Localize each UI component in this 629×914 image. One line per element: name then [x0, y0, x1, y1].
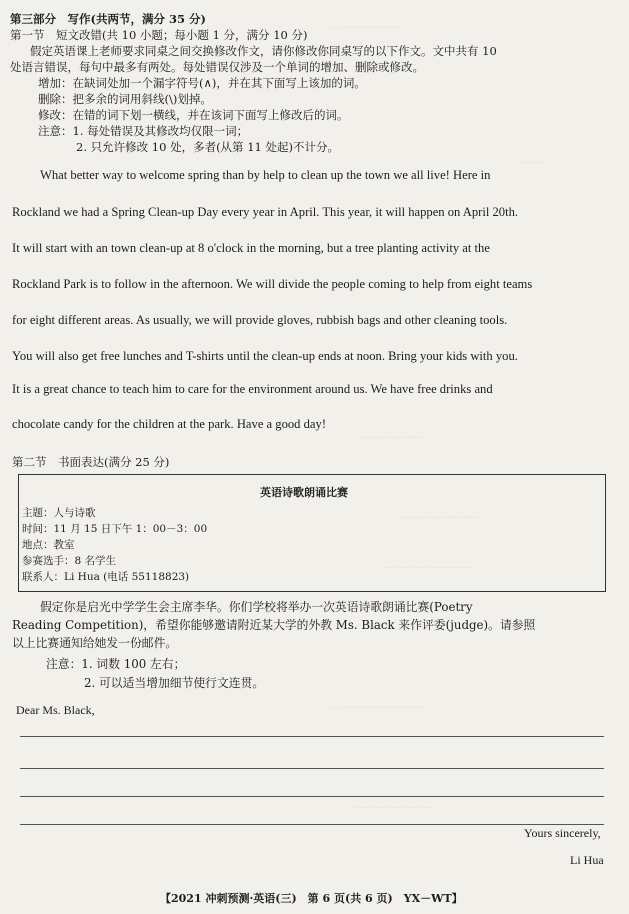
writing-line[interactable] [20, 824, 604, 825]
prompt-line-2: Reading Competition)，希望你能够邀请附近某大学的外教 Ms. Black 来作评委(judge)。请参照 [12, 618, 536, 632]
writing-line[interactable] [20, 768, 604, 769]
note-2: 2. 只允许修改 10 处，多者(从第 11 处起)不计分。 [76, 140, 339, 154]
passage-line-6: You will also get free lunches and T-shirts until the clean-up ends at noon. Bring your kids with you. [12, 349, 518, 363]
passage-line-2: Rockland we had a Spring Clean-up Day every year in April. This year, it will happen on April 20th. [12, 205, 519, 219]
notice-place: 地点：教室 [22, 539, 75, 551]
passage-line-3: It will start with an town clean-up at 8 o'clock in the morning, but a tree planting activity at the [12, 241, 490, 255]
passage-line-7: It is a great chance to teach him to care for the environment around us. We have free drinks and [12, 382, 493, 396]
passage-line-1: What better way to welcome spring than by help to clean up the town we all live! Here in [40, 168, 491, 182]
writing-note-2: 2. 可以适当增加细节使行文连贯。 [84, 676, 265, 690]
notice-participants: 参赛选手：8 名学生 [22, 555, 117, 567]
letter-salutation: Dear Ms. Black, [16, 703, 95, 717]
intro-line-1: 假定英语课上老师要求同桌之间交换修改作文，请你修改你同桌写的以下作文。文中共有 10 [30, 44, 497, 58]
writing-line[interactable] [20, 796, 604, 797]
note-1: 注意：1. 每处错误及其修改均仅限一词； [38, 124, 249, 138]
section-header: 第三部分 写作(共两节，满分 35 分) [10, 12, 206, 26]
intro-line-2: 处语言错误，每句中最多有两处。每处错误仅涉及一个单词的增加、删除或修改。 [10, 60, 424, 74]
prompt-line-3: 以上比赛通知给她发一份邮件。 [12, 636, 178, 650]
notice-contact: 联系人：Li Hua (电话 55118823) [22, 571, 190, 583]
passage-line-5: for eight different areas. As usually, we will provide gloves, rubbish bags and other cleaning tools. [12, 313, 508, 327]
letter-signature: Li Hua [570, 853, 604, 867]
rule-modify: 修改：在错的词下划一横线，并在该词下面写上修改后的词。 [38, 108, 349, 122]
part2-title: 第二节 书面表达(满分 25 分) [12, 455, 170, 469]
notice-time: 时间：11 月 15 日下午 1：00－3：00 [22, 523, 208, 535]
writing-note-1: 注意：1. 词数 100 左右； [46, 657, 186, 671]
passage-line-8: chocolate candy for the children at the park. Have a good day! [12, 417, 327, 431]
writing-line[interactable] [20, 736, 604, 737]
rule-add: 增加：在缺词处加一个漏字符号(∧)，并在其下面写上该加的词。 [38, 76, 366, 90]
letter-closing: Yours sincerely, [524, 826, 601, 840]
page-footer: 【2021 冲刺预测·英语(三) 第 6 页(共 6 页) YX－WT】 [160, 892, 463, 905]
part1-title: 第一节 短文改错(共 10 小题；每小题 1 分，满分 10 分) [10, 28, 308, 42]
notice-theme: 主题：人与诗歌 [22, 507, 96, 519]
notice-box-title: 英语诗歌朗诵比赛 [260, 486, 348, 499]
prompt-line-1: 假定你是启光中学学生会主席李华。你们学校将举办一次英语诗歌朗诵比赛(Poetry [40, 600, 473, 614]
passage-line-4: Rockland Park is to follow in the afternoon. We will divide the people coming to help from eight teams [12, 277, 533, 291]
rule-delete: 删除：把多余的词用斜线(\)划掉。 [38, 92, 212, 106]
